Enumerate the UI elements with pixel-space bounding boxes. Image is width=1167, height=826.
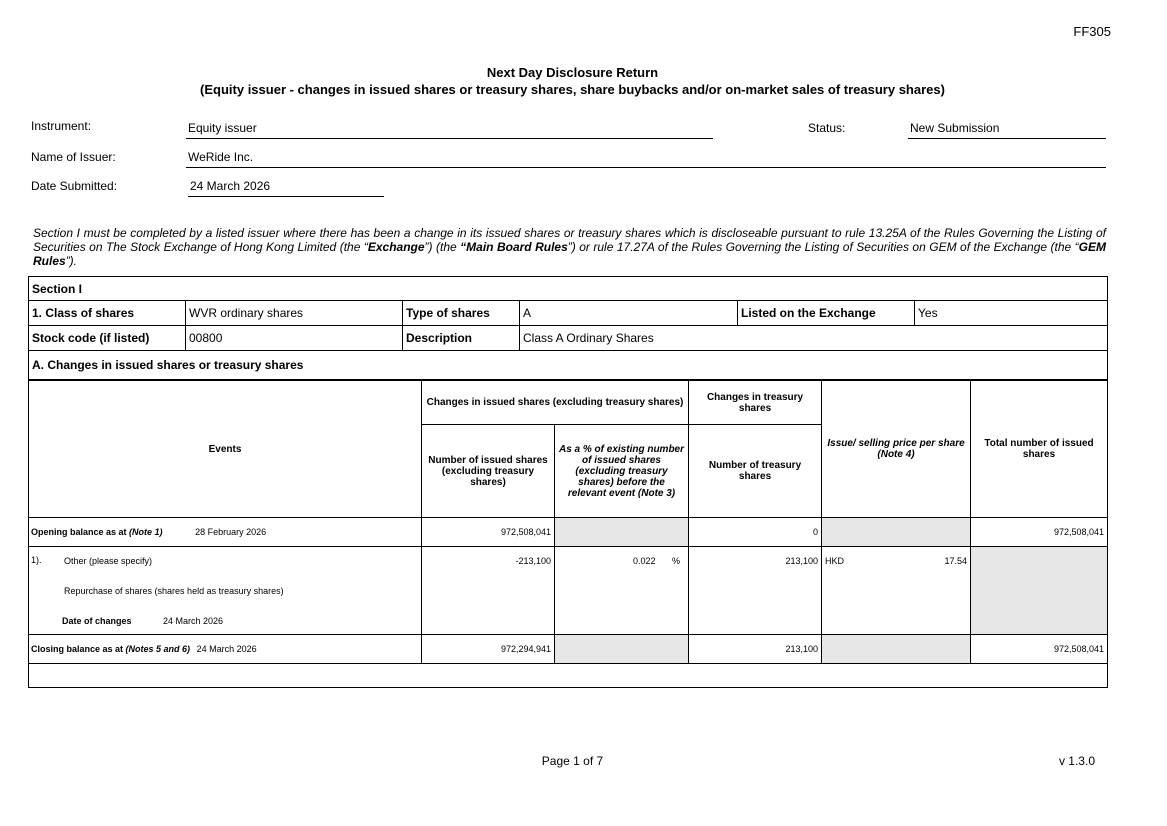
issuer-label: Name of Issuer:: [31, 150, 116, 164]
closing-balance-label: Closing balance as at: [31, 644, 124, 654]
pct-header: As a % of existing number of issued shares (excluding treasury shares) before the relevant event (Note 3): [555, 425, 689, 518]
opening-issued: 972,508,041: [422, 518, 555, 547]
closing-treasury: 213,100: [689, 635, 822, 664]
page-title: Next Day Disclosure Return: [486, 65, 659, 80]
status-field[interactable]: New Submission: [908, 121, 1106, 139]
opening-treasury: 0: [689, 518, 822, 547]
changes-title: A. Changes in issued shares or treasury shares: [29, 351, 1108, 380]
price-header: Issue/ selling price per share (Note 4): [822, 381, 971, 518]
intro-paragraph: Section I must be completed by a listed issuer where there has been a change in its issued shares or treasury shares which is discloseable pursuant to rule 13.25A of the Rules Governing the Listing of Securities on The Stock Exchange of Hong Kong Limited (the “Exchange”) (the “Main Board Rules”) or rule 17.27A of the Rules Governing the Listing of Securities on GEM of the Exchange (the “GEM Rules”).: [33, 226, 1106, 268]
event-issued: -213,100: [422, 547, 555, 635]
description-label: Description: [403, 326, 520, 351]
page-subtitle: (Equity issuer - changes in issued shares or treasury shares, share buybacks and/or on-market sales of treasury shares): [200, 82, 945, 97]
listed-label: Listed on the Exchange: [738, 301, 915, 326]
instrument-label: Instrument:: [31, 119, 92, 133]
instrument-field[interactable]: Equity issuer: [186, 121, 713, 139]
closing-total: 972,508,041: [971, 635, 1108, 664]
opening-total: 972,508,041: [971, 518, 1108, 547]
event-price: 17.54: [944, 556, 968, 566]
version: v 1.3.0: [1058, 754, 1095, 768]
event-currency: HKD: [825, 556, 845, 566]
blank-row: [29, 664, 1108, 688]
closing-date: 24 March 2026: [196, 644, 257, 654]
class-of-shares-value[interactable]: WVR ordinary shares: [186, 301, 403, 326]
event-number: 1).: [31, 555, 42, 565]
page-number: Page 1 of 7: [541, 754, 604, 768]
listed-value[interactable]: Yes: [915, 301, 1108, 326]
changes-table: [28, 380, 1108, 688]
opening-balance-row: [29, 518, 1108, 547]
issued-shares-group-header: Changes in issued shares (excluding treasury shares): [422, 381, 689, 425]
num-issued-header: Number of issued shares (excluding treasury shares): [422, 425, 555, 518]
closing-note: (Notes 5 and 6): [125, 644, 191, 654]
opening-balance-label: Opening balance as at: [31, 527, 127, 537]
num-treasury-header: Number of treasury shares: [689, 425, 822, 518]
class-of-shares-label: 1. Class of shares: [29, 301, 186, 326]
events-header: Events: [29, 381, 422, 518]
event-date-label: Date of changes: [62, 616, 132, 626]
event-price-cell: [822, 547, 971, 635]
event-type[interactable]: Other (please specify): [64, 556, 153, 566]
opening-date: 28 February 2026: [195, 527, 267, 537]
closing-balance-row: [29, 635, 1108, 664]
section-title: Section I: [29, 277, 1108, 301]
status-label: Status:: [808, 121, 846, 135]
stock-code-value[interactable]: 00800: [186, 326, 403, 351]
date-submitted-label: Date Submitted:: [31, 179, 118, 193]
event-pct: 0.022: [632, 556, 656, 566]
closing-issued: 972,294,941: [422, 635, 555, 664]
event-date[interactable]: 24 March 2026: [163, 616, 224, 626]
date-submitted-field[interactable]: 24 March 2026: [188, 179, 384, 197]
total-issued-header: Total number of issued shares: [971, 381, 1108, 518]
event-description[interactable]: Repurchase of shares (shares held as treasury shares): [64, 586, 284, 596]
description-value[interactable]: Class A Ordinary Shares: [520, 326, 1108, 351]
type-of-shares-value[interactable]: A: [520, 301, 738, 326]
event-pct-unit: %: [672, 556, 681, 566]
issuer-field[interactable]: WeRide Inc.: [186, 150, 1106, 168]
treasury-shares-group-header: Changes in treasury shares: [689, 381, 822, 425]
event-pct-cell: [555, 547, 689, 635]
form-code: FF305: [1073, 24, 1111, 39]
event-treasury: 213,100: [689, 547, 822, 635]
event-row: [29, 547, 1108, 635]
stock-code-label: Stock code (if listed): [29, 326, 186, 351]
section-info-table: [28, 276, 1108, 380]
opening-note: (Note 1): [129, 527, 163, 537]
type-of-shares-label: Type of shares: [403, 301, 520, 326]
